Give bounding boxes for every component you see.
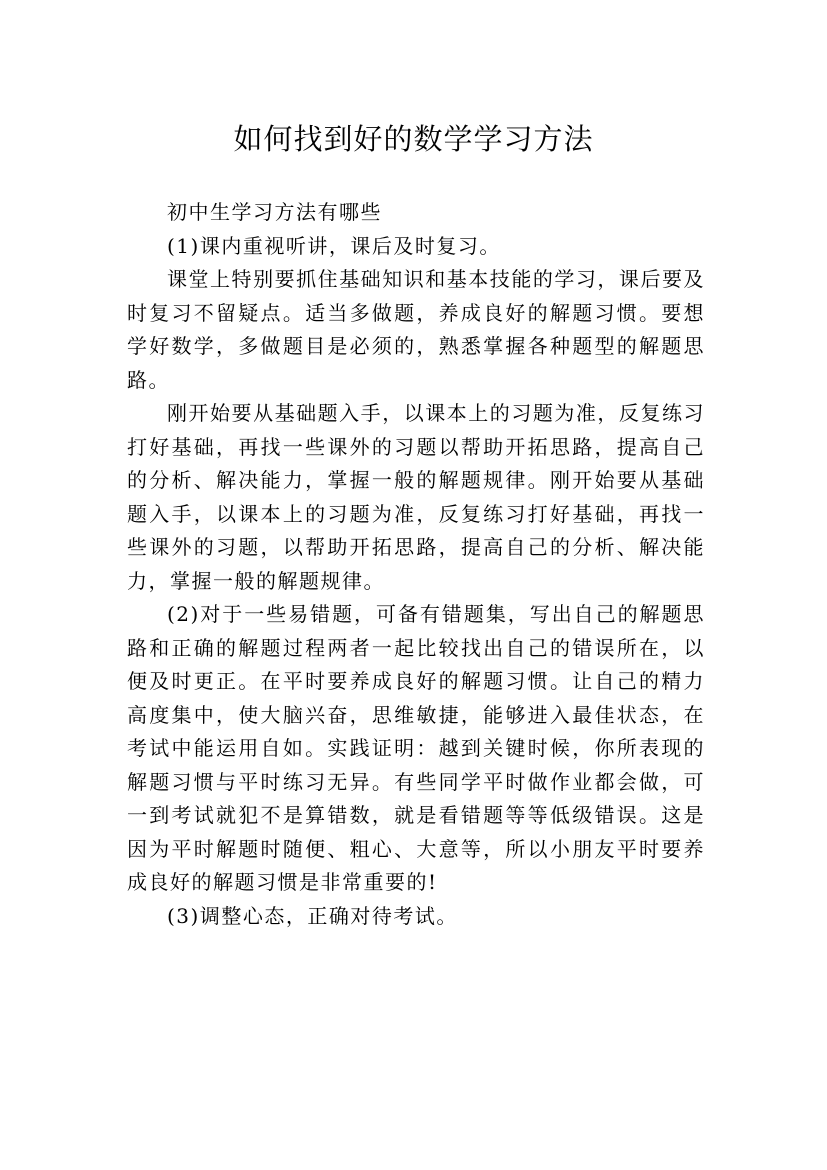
document-title: 如何找到好的数学学习方法 (233, 122, 594, 157)
section-heading: 初中生学习方法有哪些 (167, 200, 382, 224)
paragraph: 刚开始要从基础题入手，以课本上的习题为准，反复练习打好基础，再找一些课外的习题以帮助开拓思路，提高自己的分析、解决能力，掌握一般的解题规律。刚开始要从基础题入手，以课本上的习题为准，反复练习打好基础，再找一些课外的习题，以帮助开拓思路，提高自己的分析、解决能力，掌握一般的解题规律。 (127, 401, 705, 593)
point-1-heading: (1)课内重视听讲，课后及时复习。 (167, 233, 501, 258)
document-body (127, 196, 705, 933)
paragraph: (2)对于一些易错题，可备有错题集，写出自己的解题思路和正确的解题过程两者一起比较找出自己的错误所在，以便及时更正。在平时要养成良好的解题习惯。让自己的精力高度集中，使大脑兴奋，思维敏捷，能够进入最佳状态，在考试中能运用自如。实践证明：越到关键时候，你所表现的解题习惯与平时练习无异。有些同学平时做作业都会做，可一到考试就犯不是算错数，就是看错题等等低级错误。这是因为平时解题时随便、粗心、大意等，所以小朋友平时要养成良好的解题习惯是非常重要的! (127, 602, 705, 894)
paragraph: 课堂上特别要抓住基础知识和基本技能的学习，课后要及时复习不留疑点。适当多做题，养成良好的解题习惯。要想学好数学，多做题目是必须的，熟悉掌握各种题型的解题思路。 (127, 267, 705, 392)
point-3-heading: (3)调整心态，正确对待考试。 (167, 903, 458, 928)
